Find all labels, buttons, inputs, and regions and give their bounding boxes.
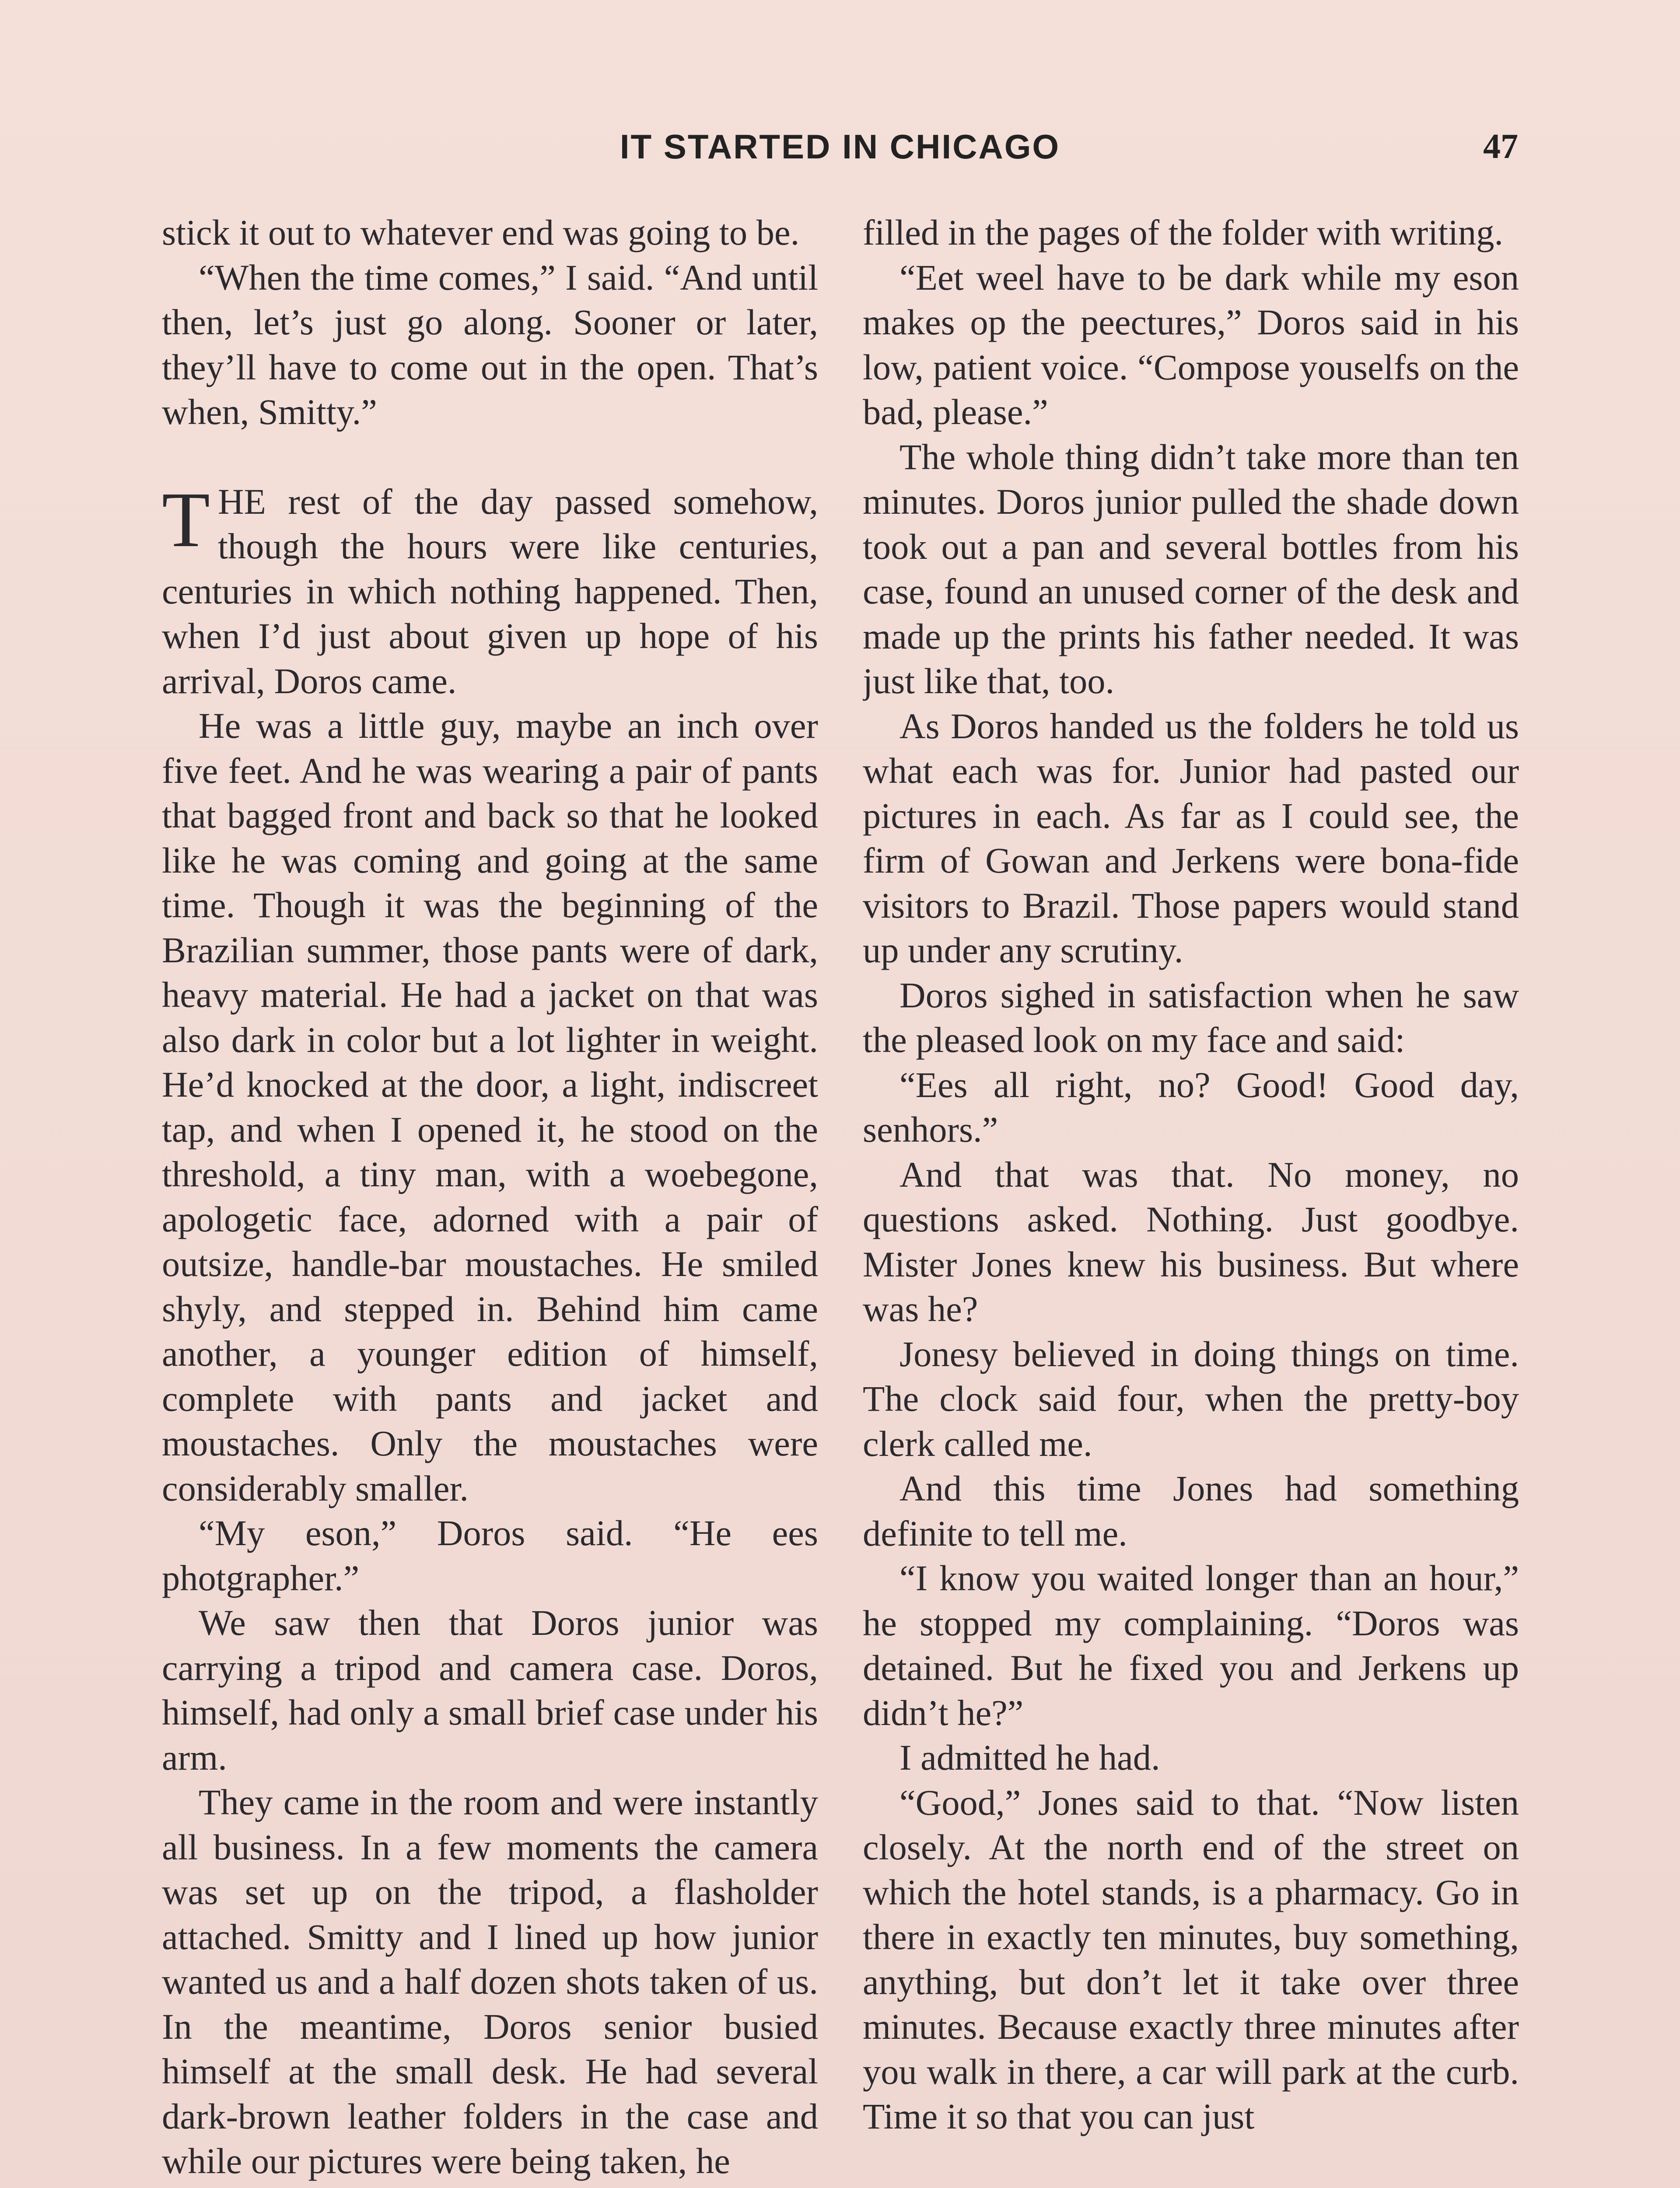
paragraph: We saw then that Doros junior was carrying a tripod and camera case. Doros, himself, had only a small brief case under his arm.	[162, 1602, 818, 1778]
paragraph: As Doros handed us the folders he told us what each was for. Junior had pasted our pictures in each. As far as I could see, the firm of Gowan and Jerkens were bona-fide visitors to Brazil. Those papers would stand up under any scrutiny.	[863, 705, 1519, 970]
paragraph: And this time Jones had something definite to tell me.	[863, 1468, 1519, 1553]
paragraph: filled in the pages of the folder with writing.	[863, 212, 1504, 252]
paragraph: And that was that. No money, no questions asked. Nothing. Just goodbye. Mister Jones knew his business. But where was he?	[863, 1154, 1519, 1329]
paragraph: Jonesy believed in doing things on time. The clock said four, when the pretty-boy clerk called me.	[863, 1333, 1519, 1464]
paragraph: They came in the room and were instantly all business. In a few moments the camera was set up on the tripod, a flasholder attached. Smitty and I lined up how junior wanted us and a half dozen shots taken of us. In the meantime, Doros senior busied himself at the small desk. He had several dark-brown leather folders in the case and while our pictures were being taken, he	[162, 1782, 818, 2181]
section-break	[162, 435, 818, 479]
running-title: IT STARTED IN CHICAGO	[620, 127, 1060, 166]
paragraph: “Eet weel have to be dark while my eson makes op the peectures,” Doros said in his low, patient voice. “Compose youselfs on the bad, please.”	[863, 257, 1519, 432]
paragraph: Doros sighed in satisfaction when he saw the pleased look on my face and said:	[863, 975, 1519, 1060]
page-header	[162, 127, 1518, 175]
paragraph: “Ees all right, no? Good! Good day, senhors.”	[863, 1064, 1519, 1150]
page-number: 47	[1483, 127, 1518, 166]
paragraph-text: HE rest of the day passed somehow, though the hours were like centuries, centuries in which nothing happened. Then, when I’d just about given up hope of his arrival, Doros came.	[162, 481, 818, 701]
paragraph: The whole thing didn’t take more than ten minutes. Doros junior pulled the shade down took out a pan and several bottles from his case, found an unused corner of the desk and made up the prints his father needed. It was just like that, too.	[863, 436, 1519, 701]
drop-cap-paragraph	[162, 476, 818, 704]
paragraph: I admitted he had.	[900, 1737, 1160, 1778]
right-column	[863, 210, 1519, 2188]
left-column	[162, 210, 818, 2188]
paragraph: “Good,” Jones said to that. “Now listen closely. At the north end of the street on which the hotel stands, is a pharmacy. Go in there in exactly ten minutes, buy something, anything, but don’t let it take over three minutes. Because exactly three minutes after you walk in there, a car will park at the curb. Time it so that you can just	[863, 1782, 1519, 2136]
paragraph: He was a little guy, maybe an inch over five feet. And he was wearing a pair of pants that bagged front and back so that he looked like he was coming and going at the same time. Though it was the beginning of the Brazilian summer, those pants were of dark, heavy material. He had a jacket on that was also dark in color but a lot lighter in weight. He’d knocked at the door, a light, indiscreet tap, and when I opened it, he stood on the threshold, a tiny man, with a woebegone, apologetic face, adorned with a pair of outsize, handle-bar moustaches. He smiled shyly, and stepped in. Behind him came another, a younger edition of himself, complete with pants and jacket and moustaches. Only the moustaches were considerably smaller.	[162, 705, 818, 1508]
paragraph: “When the time comes,” I said. “And until then, let’s just go along. Sooner or later, they’ll have to come out in the open. That’s when, Smitty.”	[162, 257, 818, 432]
drop-cap: T	[162, 476, 210, 563]
paragraph: “My eson,” Doros said. “He ees photgrapher.”	[162, 1513, 818, 1598]
paragraph: “I know you waited longer than an hour,” he stopped my complaining. “Doros was detained. But he fixed you and Jerkens up didn’t he?”	[863, 1558, 1519, 1733]
paragraph: stick it out to whatever end was going to be.	[162, 212, 800, 252]
